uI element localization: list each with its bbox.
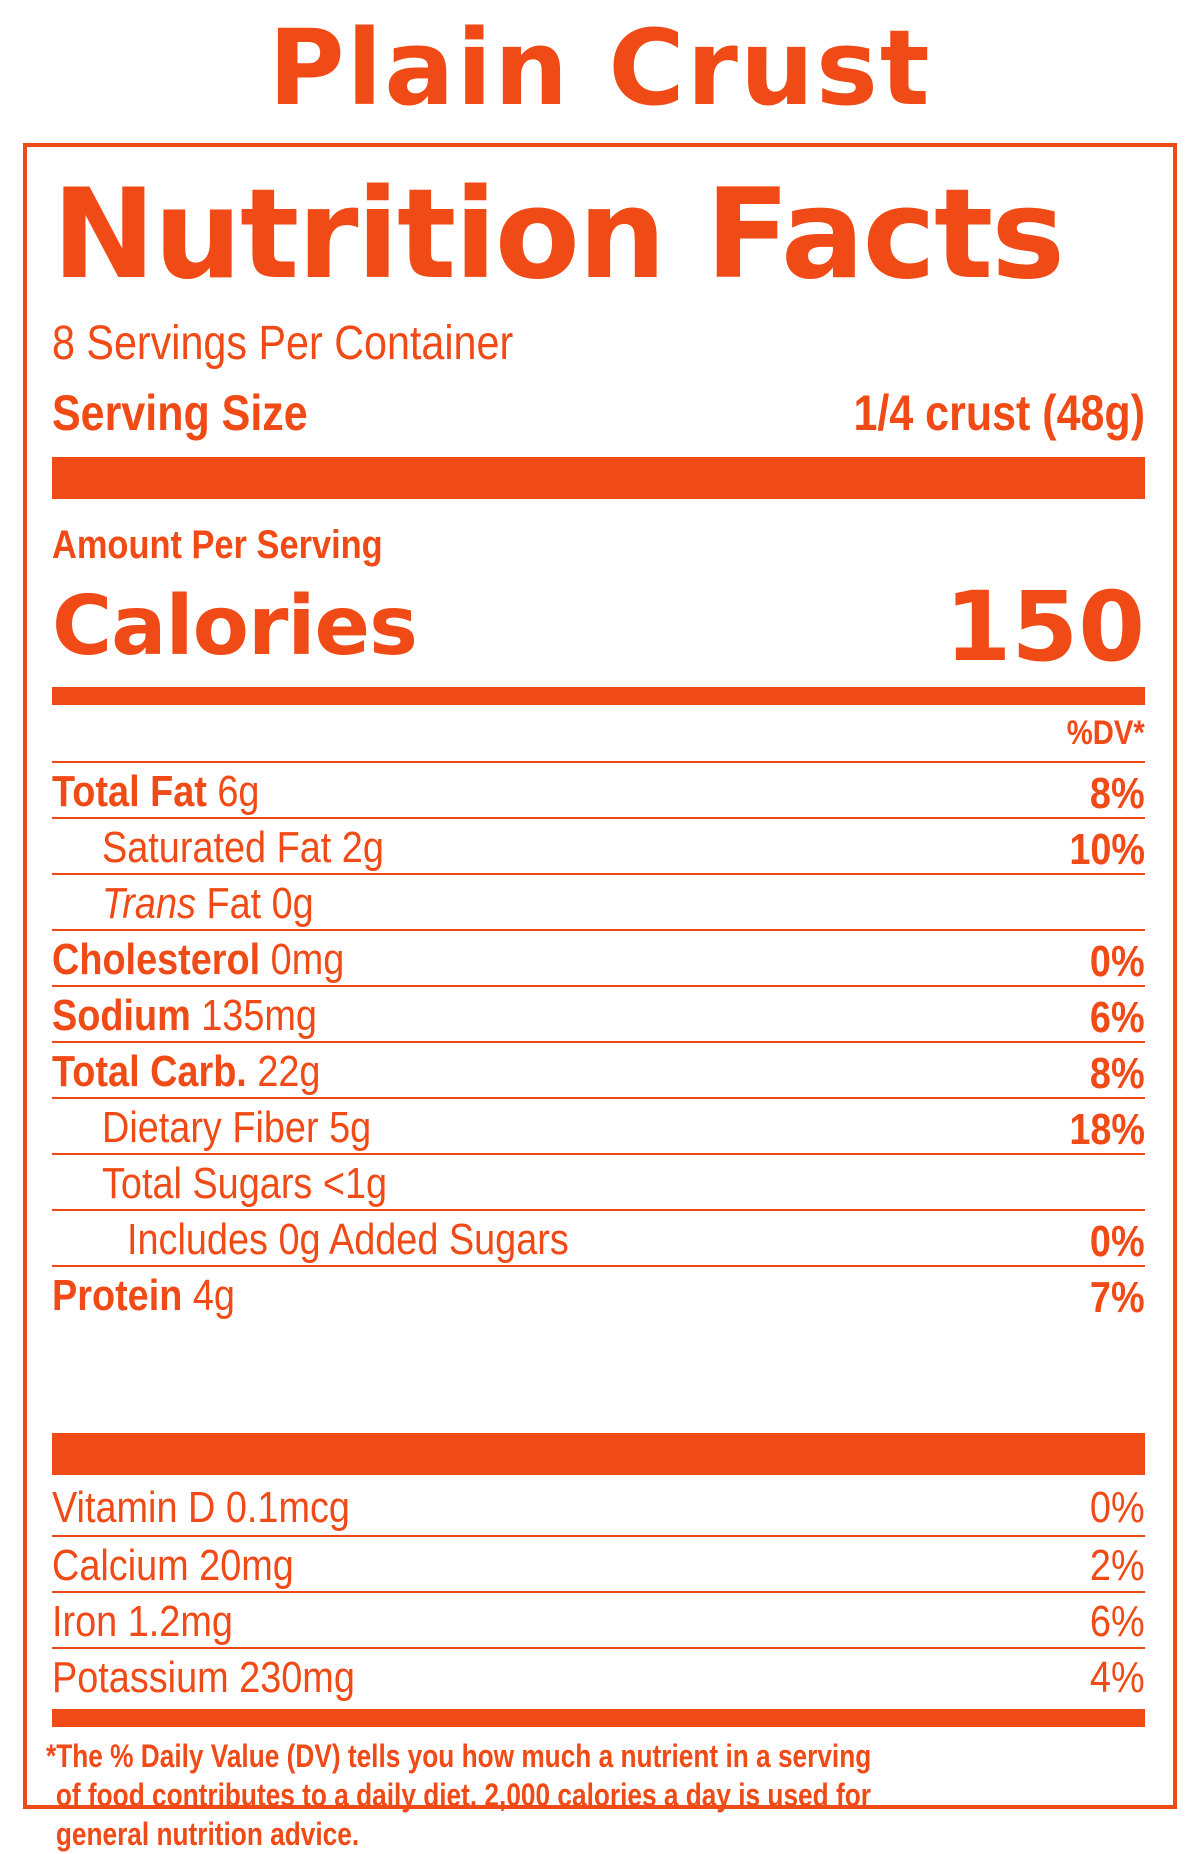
vitamin-row-potassium: [52, 1647, 1145, 1703]
nutrient-name: Includes 0g Added Sugars: [127, 1215, 569, 1264]
nutrient-label: [52, 935, 344, 985]
nutrient-row-dietary-fiber: [52, 1097, 1145, 1153]
serving-size-label: Serving Size: [52, 385, 308, 441]
nutrient-name: Total Sugars: [102, 1159, 313, 1208]
nutrient-label: [102, 1159, 387, 1209]
nutrient-row-protein: [52, 1265, 1145, 1321]
nutrient-name: Protein: [52, 1271, 183, 1320]
vitamin-list: [52, 1479, 1145, 1703]
nutrient-label: [52, 767, 259, 817]
vitamin-dv: 4%: [1090, 1653, 1145, 1702]
nutrient-label: [102, 1103, 371, 1153]
nutrient-name: Sodium: [52, 991, 191, 1040]
vitamin-row-calcium: [52, 1535, 1145, 1591]
nutrient-label: [102, 823, 384, 873]
vitamin-dv: 6%: [1090, 1597, 1145, 1646]
nutrient-dv: 8%: [1090, 769, 1145, 818]
serving-size-row: [52, 384, 1145, 442]
nutrient-name: Dietary Fiber: [102, 1103, 319, 1152]
calories-row: [52, 571, 1145, 683]
vitamin-dv: 2%: [1090, 1541, 1145, 1590]
thick-divider: [52, 1433, 1145, 1475]
nutrient-dv: 0%: [1090, 1217, 1145, 1266]
nutrient-dv: 8%: [1090, 1049, 1145, 1098]
nutrient-label: [52, 991, 317, 1041]
nutrient-dv: 18%: [1069, 1105, 1145, 1154]
product-title: Plain Crust: [268, 7, 932, 129]
nutrient-amount: 5g: [329, 1103, 372, 1152]
medium-divider: [52, 1709, 1145, 1727]
daily-value-header-text: %DV*: [1066, 714, 1145, 752]
vitamin-name: Iron 1.2mg: [52, 1597, 233, 1646]
nutrient-row-total-fat: [52, 761, 1145, 817]
vitamin-dv: 0%: [1090, 1483, 1145, 1532]
nutrient-amount: 22g: [257, 1047, 321, 1096]
nutrient-label: [127, 1215, 569, 1265]
vitamin-name: Calcium 20mg: [52, 1541, 294, 1590]
nutrient-row-added-sugars: [52, 1209, 1145, 1265]
nutrient-row-total-carb: [52, 1041, 1145, 1097]
vitamin-name: Potassium 230mg: [52, 1653, 355, 1702]
nutrient-name: Trans: [102, 879, 196, 928]
nutrient-label: [102, 879, 314, 929]
nutrient-amount: <1g: [322, 1159, 388, 1208]
nutrient-label: [52, 1271, 235, 1321]
nutrient-amount: Fat 0g: [206, 879, 314, 928]
footnote-line: *The % Daily Value (DV) tells you how much a nutrient in a serving: [46, 1738, 872, 1774]
nutrient-name: Total Fat: [52, 767, 207, 816]
vitamin-row-vitamin-d: [52, 1479, 1145, 1535]
thick-divider: [52, 457, 1145, 499]
nutrient-amount: 4g: [192, 1271, 235, 1320]
nutrient-row-trans-fat: [52, 873, 1145, 929]
nutrient-name: Total Carb.: [52, 1047, 247, 1096]
vitamin-name: Vitamin D 0.1mcg: [52, 1483, 350, 1532]
nutrition-facts-content: [46, 147, 1145, 1852]
servings-per-container: 8 Servings Per Container: [52, 317, 514, 370]
nutrient-label: [52, 1047, 320, 1097]
nutrition-facts-panel: [23, 143, 1177, 1852]
nutrient-row-cholesterol: [52, 929, 1145, 985]
nutrient-dv: 0%: [1090, 937, 1145, 986]
daily-value-footnote: [46, 1737, 1153, 1854]
nutrient-name: Cholesterol: [52, 935, 261, 984]
daily-value-header: [52, 707, 1145, 759]
nutrient-dv: 7%: [1090, 1273, 1145, 1322]
serving-size-value: 1/4 crust (48g): [853, 385, 1145, 441]
medium-divider: [52, 687, 1145, 705]
nutrient-dv: 6%: [1090, 993, 1145, 1042]
nutrient-amount: 2g: [341, 823, 384, 872]
footnote-line: general nutrition advice.: [55, 1816, 360, 1852]
nutrient-list: [52, 761, 1145, 1321]
nutrition-facts-heading: Nutrition Facts: [52, 163, 1064, 307]
nutrient-row-total-sugars: [52, 1153, 1145, 1209]
nutrient-amount: 0mg: [270, 935, 345, 984]
nutrient-row-sodium: [52, 985, 1145, 1041]
nutrient-dv: 10%: [1069, 825, 1145, 874]
vitamin-row-iron: [52, 1591, 1145, 1647]
nutrient-amount: 6g: [217, 767, 260, 816]
calories-label: Calories: [52, 579, 417, 674]
amount-per-serving: Amount Per Serving: [52, 523, 383, 567]
calories-value: 150: [944, 571, 1145, 683]
footnote-line: of food contributes to a daily diet. 2,000 calories a day is used for: [55, 1777, 871, 1813]
nutrient-name: Saturated Fat: [102, 823, 332, 872]
nutrient-row-saturated-fat: [52, 817, 1145, 873]
nutrient-amount: 135mg: [201, 991, 317, 1040]
